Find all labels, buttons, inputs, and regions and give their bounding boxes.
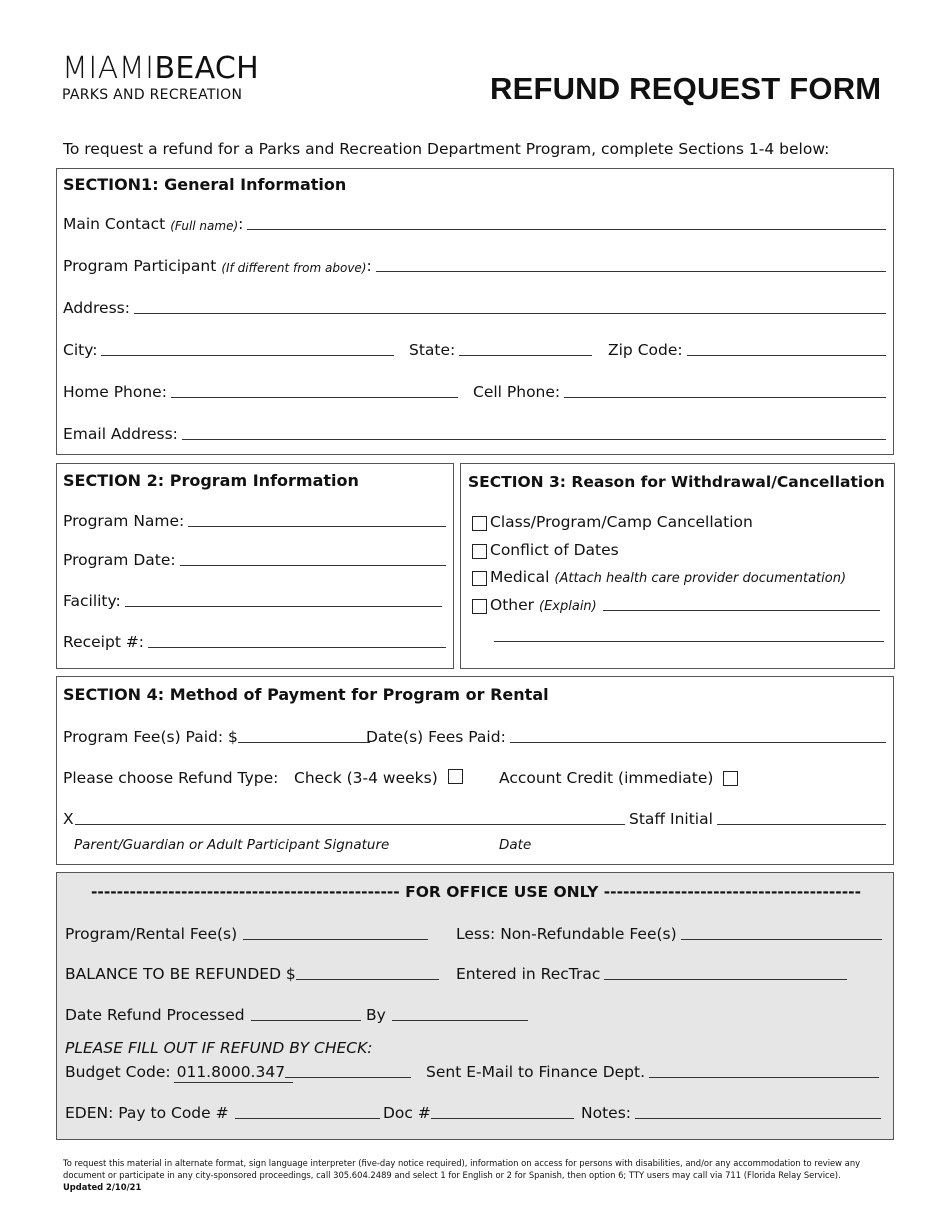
cell-phone-label: Cell Phone: [473,383,561,401]
doc-field[interactable] [383,1104,574,1122]
date-processed-label: Date Refund Processed [65,1006,245,1024]
signature-caption: Parent/Guardian or Adult Participant Signature [74,837,390,853]
main-contact-label: Main Contact [63,215,166,233]
rectrac-field[interactable] [456,965,847,983]
email-label: Email Address: [63,425,178,443]
receipt-label: Receipt #: [63,633,145,651]
less-fees-label: Less: Non-Refundable Fee(s) [456,925,677,943]
office-dashes-left: ------------------------------------------------ [90,883,400,901]
signature-x: X [63,810,74,828]
section-1-title: SECTION1: General Information [63,175,347,194]
office-use-box [56,872,894,1140]
doc-label: Doc # [383,1104,431,1122]
footer [63,1157,893,1193]
home-phone-label: Home Phone: [63,383,167,401]
office-banner-label: FOR OFFICE USE ONLY [405,883,599,901]
state-label: State: [409,341,456,359]
refund-credit-label: Account Credit (immediate) [499,769,714,787]
budget-code-value: 011.8000.347 [176,1063,286,1081]
participant-field[interactable]: Program Participant (If different from above) : [63,257,886,275]
budget-code-label: Budget Code: [65,1063,171,1081]
rental-fees-label: Program/Rental Fee(s) [65,925,238,943]
program-date-field[interactable] [63,551,446,569]
option-other-label: Other [490,596,535,614]
refund-check-label: Check (3-4 weeks) [294,769,438,787]
dates-paid-field[interactable] [366,728,886,746]
balance-field[interactable] [65,965,439,983]
section-1-box [56,168,894,455]
notes-label: Notes: [581,1104,631,1122]
program-name-label: Program Name: [63,512,185,530]
fees-paid-label: Program Fee(s) Paid: $ [63,728,238,746]
option-class-cancellation[interactable] [472,513,753,531]
home-phone-field[interactable] [63,383,458,401]
rental-fees-field[interactable] [65,925,428,943]
city-field[interactable] [63,341,394,359]
sent-email-field[interactable] [426,1063,879,1081]
staff-initial-label: Staff Initial [629,810,713,828]
program-date-label: Program Date: [63,551,176,569]
city-label: City: [63,341,98,359]
address-label: Address: [63,299,130,317]
facility-field[interactable] [63,592,442,610]
option-class-label: Class/Program/Camp Cancellation [490,513,753,531]
section-3-box [460,463,895,669]
budget-code-field[interactable] [65,1063,411,1081]
main-contact-field[interactable]: Main Contact (Full name) : [63,215,886,233]
office-banner [67,883,885,901]
option-medical-note: (Attach health care provider documentation) [554,571,847,586]
option-other[interactable] [472,596,880,614]
facility-label: Facility: [63,592,121,610]
option-medical-label: Medical [490,568,550,586]
fees-paid-field[interactable] [63,728,370,746]
refund-type-label: Please choose Refund Type: [63,769,279,787]
program-name-field[interactable] [63,512,446,530]
section-3-title-rest: Reason for Withdrawal/Cancellation [571,473,885,491]
budget-code-underline [174,1082,293,1083]
logo-beach: BEACH [154,51,260,86]
cell-phone-field[interactable] [473,383,886,401]
check-note: PLEASE FILL OUT IF REFUND BY CHECK: [65,1039,373,1057]
option-medical[interactable] [472,568,846,586]
checkbox-conflict-dates[interactable] [472,544,487,559]
section-3-title [468,473,885,491]
rectrac-label: Entered in RecTrac [456,965,601,983]
refund-credit-option[interactable] [499,769,741,787]
section-2-box [56,463,454,669]
checkbox-class-cancellation[interactable] [472,516,487,531]
eden-label: EDEN: Pay to Code # [65,1104,229,1122]
section-2-title: SECTION 2: Program Information [63,471,359,490]
processed-by-field[interactable] [366,1006,528,1024]
participant-note: (If different from above) [221,261,367,275]
signature-field[interactable] [63,810,625,828]
state-field[interactable] [409,341,592,359]
participant-label: Program Participant [63,257,217,275]
option-conflict-label: Conflict of Dates [490,541,619,559]
checkbox-refund-credit[interactable] [723,771,738,786]
section-3-title-label: SECTION 3: [468,473,566,491]
dates-paid-label: Date(s) Fees Paid: [366,728,506,746]
logo [62,52,259,86]
main-contact-note: (Full name) [170,219,239,233]
footer-accessibility-text: To request this material in alternate format, sign language interpreter (five-day notice required), information on access for persons with disabilities, and/or any accommodation to review any document or participate in any city-sponsored proceedings, call 305.604.2489 and select 1 for English or 2 for Spanish, then option 6; TTY users may call via 711 (Florida Relay Service). [63,1158,861,1180]
date-caption: Date [499,837,532,853]
zip-field[interactable] [608,341,886,359]
other-explain-line-2[interactable] [494,641,884,642]
office-dashes-right: ---------------------------------------- [603,883,862,901]
option-conflict-dates[interactable] [472,541,619,559]
option-other-note: (Explain) [539,599,597,614]
staff-initial-field[interactable] [629,810,886,828]
refund-check-option[interactable] [294,769,466,787]
section-4-title: SECTION 4: Method of Payment for Program or Rental [63,685,549,704]
processed-by-label: By [366,1006,386,1024]
section-4-box [56,676,894,865]
less-fees-field[interactable] [456,925,882,943]
balance-label: BALANCE TO BE REFUNDED $ [65,965,296,983]
date-processed-field[interactable] [65,1006,361,1024]
email-field[interactable] [63,425,886,443]
checkbox-medical[interactable] [472,571,487,586]
sent-email-label: Sent E-Mail to Finance Dept. [426,1063,646,1081]
logo-subtitle: PARKS AND RECREATION [62,87,243,103]
checkbox-other[interactable] [472,599,487,614]
zip-label: Zip Code: [608,341,683,359]
logo-miami: MIAMI [62,51,155,86]
address-field[interactable] [63,299,886,317]
intro-text: To request a refund for a Parks and Recreation Department Program, complete Sections 1-4 below: [63,140,830,158]
receipt-field[interactable] [63,633,446,651]
refund-type-label-row [63,769,278,787]
page-title: REFUND REQUEST FORM [490,71,882,106]
eden-field[interactable] [65,1104,380,1122]
notes-field[interactable] [581,1104,881,1122]
checkbox-refund-check[interactable] [448,769,463,784]
footer-updated: Updated 2/10/21 [63,1182,142,1192]
